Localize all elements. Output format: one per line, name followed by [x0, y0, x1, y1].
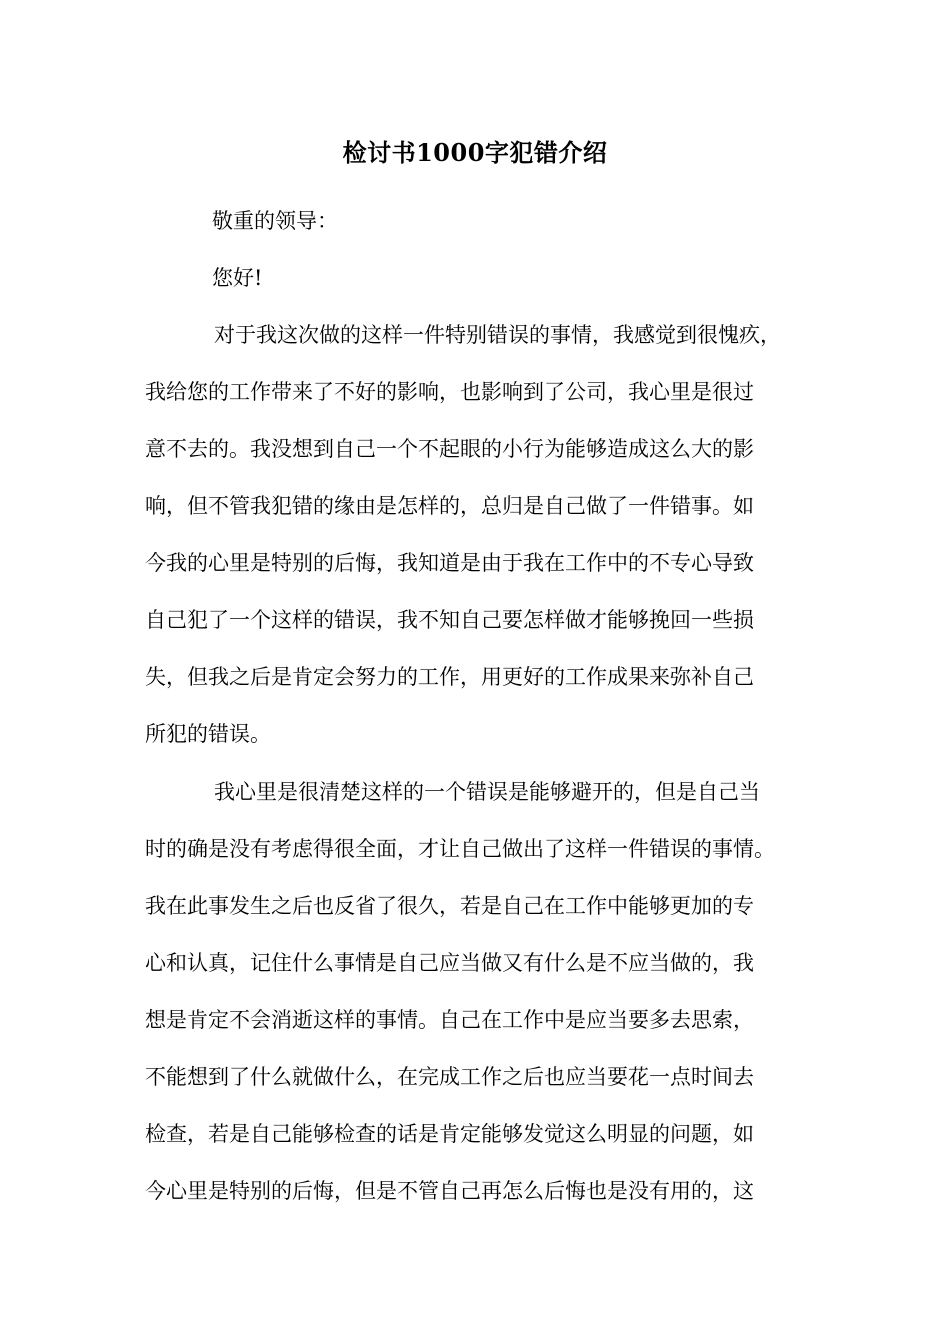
paragraph-line: 今我的心里是特别的后悔，我知道是由于我在工作中的不专心导致 [145, 551, 754, 575]
document-title: 检讨书1000字犯错介绍 [342, 138, 608, 167]
paragraph-line: 我在此事发生之后也反省了很久，若是自己在工作中能够更加的专 [145, 894, 754, 918]
paragraph-line: 失，但我之后是肯定会努力的工作，用更好的工作成果来弥补自己 [145, 665, 754, 689]
paragraph-line: 对于我这次做的这样一件特别错误的事情，我感觉到很愧疚， [214, 323, 781, 347]
paragraph-line: 意不去的。我没想到自己一个不起眼的小行为能够造成这么大的影 [145, 437, 754, 461]
paragraph-line: 响，但不管我犯错的缘由是怎样的，总归是自己做了一件错事。如 [145, 494, 754, 518]
paragraph-line: 心和认真，记住什么事情是自己应当做又有什么是不应当做的，我 [145, 951, 754, 975]
paragraph-line: 不能想到了什么就做什么，在完成工作之后也应当要花一点时间去 [145, 1065, 754, 1089]
paragraph-line: 自己犯了一个这样的错误，我不知自己要怎样做才能够挽回一些损 [145, 608, 754, 632]
paragraph-line: 检查，若是自己能够检查的话是肯定能够发觉这么明显的问题，如 [145, 1122, 754, 1146]
greeting: 您好! [212, 266, 263, 290]
paragraph-line: 今心里是特别的后悔，但是不管自己再怎么后悔也是没有用的，这 [145, 1179, 754, 1203]
paragraph-line: 所犯的错误。 [145, 722, 271, 746]
salutation: 敬重的领导： [212, 209, 338, 233]
paragraph-line: 想是肯定不会消逝这样的事情。自己在工作中是应当要多去思索， [145, 1008, 754, 1032]
paragraph-line: 我给您的工作带来了不好的影响，也影响到了公司，我心里是很过 [145, 380, 754, 404]
paragraph-line: 我心里是很清楚这样的一个错误是能够避开的，但是自己当 [214, 780, 760, 804]
paragraph-line: 时的确是没有考虑得很全面，才让自己做出了这样一件错误的事情。 [145, 837, 775, 861]
